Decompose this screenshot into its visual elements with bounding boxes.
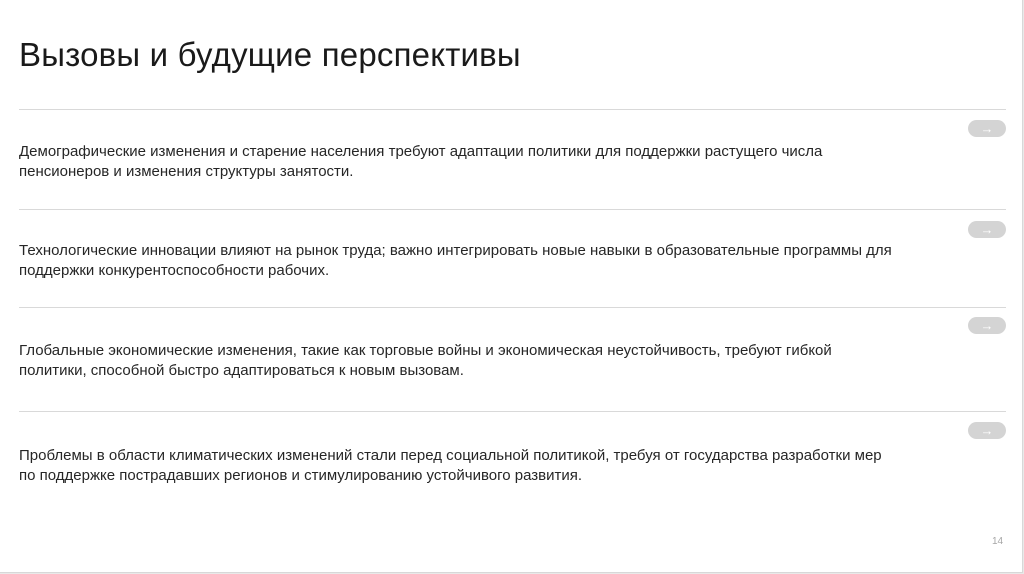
divider bbox=[19, 307, 1006, 308]
arrow-right-icon[interactable]: → bbox=[968, 317, 1006, 334]
divider bbox=[19, 109, 1006, 110]
list-item-text: Глобальные экономические изменения, такие как торговые войны и экономическая неустойчивость, требуют гибкой политики, способной быстро адаптироваться к новым вызовам. bbox=[19, 342, 832, 379]
divider bbox=[19, 209, 1006, 210]
list-item-text: Технологические инновации влияют на рынок труда; важно интегрировать новые навыки в образовательные программы для поддержки конкурентоспособности рабочих. bbox=[19, 242, 892, 279]
list-item-text: Проблемы в области климатических изменений стали перед социальной политикой, требуя от государства разработки мер по поддержке пострадавших регионов и стимулированию устойчивого развития. bbox=[19, 447, 882, 484]
slide-title: Вызовы и будущие перспективы bbox=[19, 36, 521, 73]
arrow-right-icon[interactable]: → bbox=[968, 221, 1006, 238]
arrow-right-icon[interactable]: → bbox=[968, 120, 1006, 137]
divider bbox=[19, 411, 1006, 412]
arrow-right-icon[interactable]: → bbox=[968, 422, 1006, 439]
page-number: 14 bbox=[992, 536, 1004, 547]
list-item-text: Демографические изменения и старение населения требуют адаптации политики для поддержки растущего числа пенсионеров и изменения структуры занятости. bbox=[19, 143, 823, 180]
